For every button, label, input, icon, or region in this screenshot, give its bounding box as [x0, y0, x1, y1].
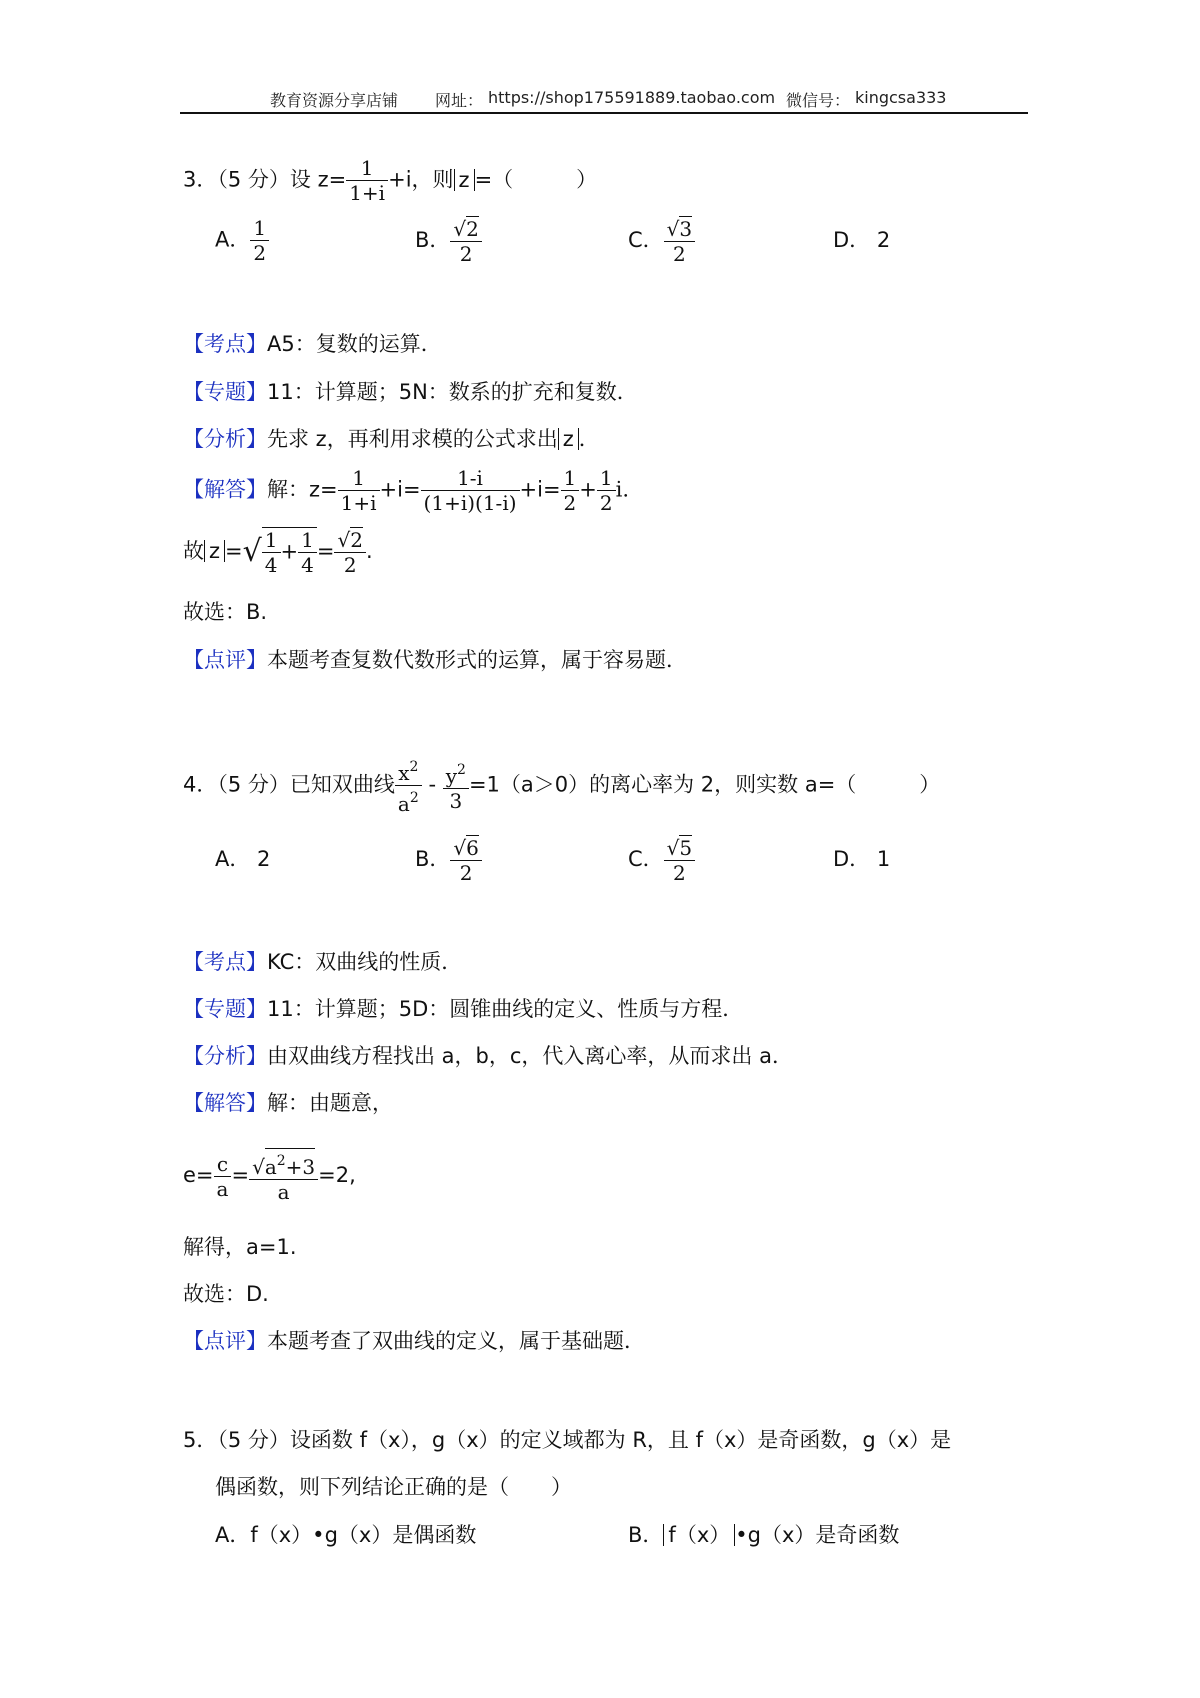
header-shop: 教育资源分享店铺	[270, 91, 399, 110]
q3-option-a: A． $\frac{1}{2}$	[215, 216, 269, 265]
q3-dianping: 【点评】本题考查复数代数形式的运算，属于容易题．	[183, 648, 687, 672]
q4-option-b: B． $\frac{√6}{2}$	[415, 835, 482, 885]
q3-modulus: z	[454, 169, 475, 191]
q3-guxuan: 故选：B.	[183, 600, 268, 624]
q5-stem-line1: 5．（5 分）设函数 f（x），g（x）的定义域都为 R，且 f（x）是奇函数，g（x）是	[183, 1428, 952, 1452]
q5-option-b: B． f（x） •g（x）是奇函数	[628, 1523, 900, 1547]
q3-option-d: D． 2	[833, 228, 891, 252]
q3-gu: 故 z =√ $\frac{1}{4}$ + $\frac{1}{4}$ = $\frac{√2}{2}$ .	[183, 528, 373, 577]
q4-option-a: A． 2	[215, 847, 271, 871]
q5-option-a: A．f（x）•g（x）是偶函数	[215, 1523, 477, 1547]
q4-fenxi: 【分析】由双曲线方程找出 a，b，c，代入离心率，从而求出 a．	[183, 1044, 793, 1068]
q4-dianping: 【点评】本题考查了双曲线的定义，属于基础题．	[183, 1329, 645, 1353]
q4-jieda: 【解答】解：由题意，	[183, 1091, 393, 1115]
q3-zhuanti: 【专题】11：计算题；5N：数系的扩充和复数．	[183, 380, 638, 404]
q4-kaodian: 【考点】KC：双曲线的性质．	[183, 950, 463, 974]
q3-stem: 3．（5 分）设 z= $\frac{1}{1+i}$ +i，则 z =（ ）	[183, 156, 598, 205]
q4-option-d: D． 1	[833, 847, 891, 871]
q5-stem-line2: 偶函数，则下列结论正确的是（ ）	[215, 1475, 572, 1499]
q4-zhuanti: 【专题】11：计算题；5D：圆锥曲线的定义、性质与方程．	[183, 997, 744, 1021]
q4-stem: 4．（5 分）已知双曲线 $\frac{x^2}{a^2}$ - $\frac{y^2}{3}$ =1（a＞0）的离心率为 2，则实数 a=（ ）	[183, 759, 941, 816]
header-url[interactable]: https://shop175591889.taobao.com	[488, 88, 776, 107]
header-wechat: kingcsa333	[855, 88, 947, 107]
q3-fraction: $\frac{1}{1+i}$	[346, 156, 388, 205]
q3-jieda: 【解答】解：z= $\frac{1}{1+i}$ +i= $\frac{1-i}{(1+i)(1-i)}$ +i= $\frac{1}{2}$ + $\frac{1}{2}$ i.	[183, 466, 630, 515]
q3-kaodian: 【考点】A5：复数的运算．	[183, 332, 442, 356]
header-wechat-label: 微信号：	[786, 91, 851, 110]
q3-fenxi: 【分析】先求 z，再利用求模的公式求出 z ．	[183, 427, 600, 451]
q4-option-c: C． $\frac{√5}{2}$	[628, 835, 695, 885]
q3-option-c: C． $\frac{√3}{2}$	[628, 216, 695, 266]
q3-option-b: B． $\frac{√2}{2}$	[415, 216, 482, 266]
q4-guxuan: 故选：D.	[183, 1282, 269, 1306]
q4-eccentricity: e= $\frac{c}{a}$ = $\frac{√a^2+3}{a}$ =2,	[183, 1148, 356, 1204]
q4-jiede: 解得，a=1.	[183, 1235, 297, 1259]
header-url-label: 网址：	[435, 91, 484, 110]
header-rule	[180, 112, 1028, 114]
